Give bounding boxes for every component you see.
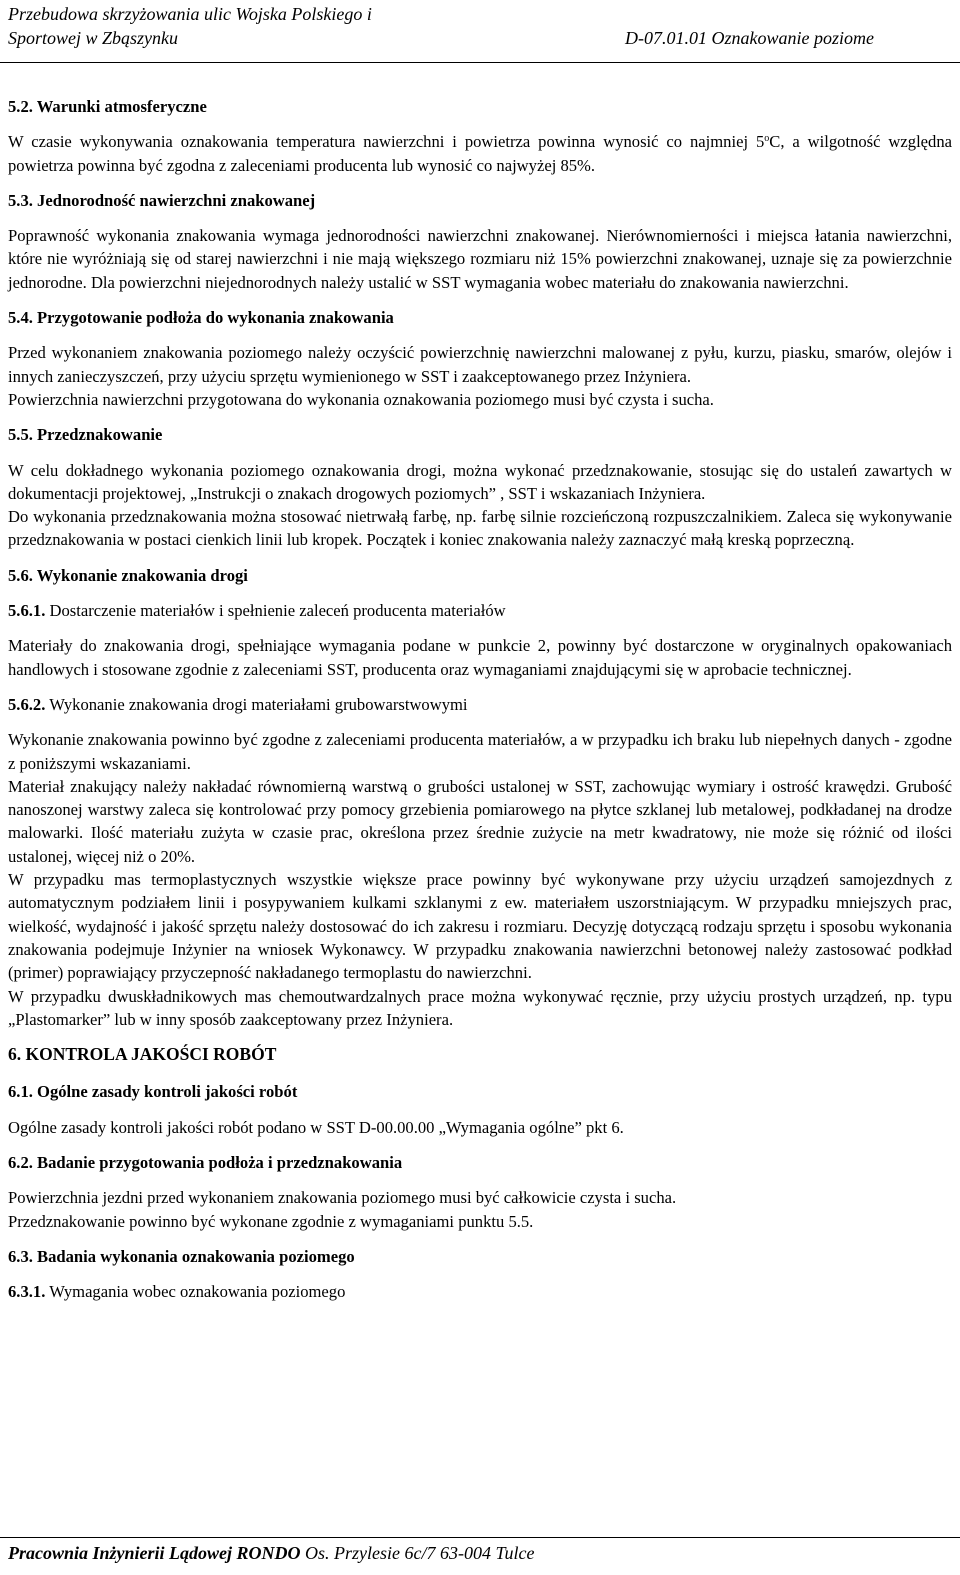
section-title: KONTROLA JAKOŚCI ROBÓT [25, 1044, 277, 1065]
document-title-line2: Sportowej w Zbąszynku [8, 28, 179, 48]
paragraph: W celu dokładnego wykonania poziomego oznakowania drogi, można wykonać przedznakowanie, stosując się do ustaleń zawartych w dokumentacji projektowej, „Instrukcji o znakach drogowych poziomych” , SST i wskazaniach Inżyniera. [8, 460, 952, 503]
document-body [8, 95, 952, 1303]
section-heading-5-6-1 [8, 599, 952, 622]
header-divider [0, 62, 960, 63]
paragraph: Materiały do znakowania drogi, spełniające wymagania podane w punkcie 2, powinny być dostarczone w oryginalnych opakowaniach handlowych i stosowane zgodnie z zaleceniami SST, producenta oraz wymaganiami znajdującymi się w aprobacie technicznej. [8, 636, 952, 679]
section-title: Przygotowanie podłoża do wykonania znakowania [37, 308, 394, 328]
section-title: Badania wykonania oznakowania poziomego [37, 1246, 355, 1266]
section-heading-5-6 [8, 564, 952, 587]
section-heading-6-1 [8, 1080, 952, 1103]
superscript: o [764, 133, 770, 145]
section-number: 5.6. [8, 565, 33, 585]
paragraph: Powierzchnia nawierzchni przygotowana do wykonania oznakowania poziomego musi być czysta i sucha. [8, 389, 714, 409]
footer-address: Os. Przylesie 6c/7 63-004 Tulce [305, 1543, 535, 1563]
section-heading-6-3 [8, 1245, 952, 1268]
paragraph: Materiał znakujący należy nakładać równomierną warstwą o grubości ustalonej w SST, zachowując wymiary i ostrość krawędzi. Grubość nanoszonej warstwy zaleca się kontrolować przy pomocy grzebienia pomiarowego na płytce szklanej lub metalowej, podkładanej na drodze malowarki. Ilość materiału zużyta w czasie prac, określona przez średnie zużycie na metr kwadratowy, nie może się różnić od ilości ustalonej, więcej niż o 20%. [8, 776, 952, 866]
section-number: 5.2. [8, 97, 33, 116]
section-number: 5.6.2. [8, 694, 46, 714]
section-number: 5.4. [8, 308, 33, 328]
section-number: 5.3. [8, 190, 33, 210]
paragraph: Poprawność wykonania znakowania wymaga jednorodności nawierzchni znakowanej. Nierównomierności i miejsca łatania nawierzchni, które nie wyróżniają się od starej nawierzchni i nie mają większego rozmiaru niż 15% powierzchni znakowanej, uznaje się za powierzchnie jednorodne. Dla powierzchni niejednorodnych należy ustalić w SST wymagania wobec materiału do znakowania nawierzchni. [8, 226, 952, 292]
paragraph: Przed wykonaniem znakowania poziomego należy oczyścić powierzchnię nawierzchni malowanej z pyłu, kurzu, piasku, smarów, olejów i innych zanieczyszczeń, przy użyciu sprzętu wymienionego w SST i zaakceptowanego przez Inżyniera. [8, 343, 952, 386]
paragraph: W przypadku mas termoplastycznych wszystkie większe prace powinny być wykonywane przy użyciu urządzeń samojezdnych z automatycznym podziałem linii i posypywaniem kulkami szklanymi z ew. materiałem uszorstniającym. W przypadku mniejszych prac, wielkość, wydajność i jakość sprzętu należy dostosować do ich zakresu i rozmiaru. Decyzję dotyczącą rodzaju sprzętu i sposobu wykonania znakowania podejmuje Inżynier na wniosek Wykonawcy. W przypadku znakowania nawierzchni betonowej należy zastosować podkład (primer) poprawiający przyczepność nakładanego termoplastu do nawierzchni. [8, 870, 952, 983]
section-number: 5.5. [8, 425, 33, 445]
paragraph [8, 130, 952, 177]
section-heading-5-6-2 [8, 693, 952, 716]
section-title: Wymagania wobec oznakowania poziomego [49, 1282, 346, 1302]
section-number: 6.1. [8, 1082, 33, 1102]
page-footer [8, 1543, 535, 1564]
document-title [8, 2, 372, 50]
section-number: 6. [8, 1044, 22, 1065]
section-title: Badanie przygotowania podłoża i przedznakowania [37, 1152, 403, 1172]
section-heading-5-2 [8, 95, 952, 118]
section-number: 6.3. [8, 1246, 33, 1266]
section-title: Ogólne zasady kontroli jakości robót [37, 1082, 298, 1102]
paragraph: Przedznakowanie powinno być wykonane zgodnie z wymaganiami punktu 5.5. [8, 1211, 534, 1231]
section-heading-6 [8, 1043, 952, 1066]
section-heading-6-3-1 [8, 1280, 952, 1303]
page-header [0, 0, 960, 66]
paragraph: Do wykonania przedznakowania można stosować nietrwałą farbę, np. farbę silnie rozcieńczoną rozpuszczalnikiem. Zaleca się wykonywanie przedznakowania w postaci cienkich linii lub kropek. Początek i koniec znakowania należy zaznaczyć małą kreską poprzeczną. [8, 507, 952, 550]
text-run: C, a wilgotność względna powietrza powinna być zgodna z zaleceniami producenta lub wynosić co najwyżej 85%. [8, 132, 952, 175]
section-title: Przedznakowanie [37, 425, 163, 445]
section-number: 6.2. [8, 1152, 33, 1172]
section-title: Wykonanie znakowania drogi [36, 565, 248, 585]
footer-divider [0, 1537, 960, 1538]
section-title: Wykonanie znakowania drogi materiałami grubowarstwowymi [49, 694, 468, 714]
section-heading-6-2 [8, 1151, 952, 1174]
text-run: W czasie wykonywania oznakowania temperatura nawierzchni i powietrza powinna wynosić co najmniej 5 [8, 132, 765, 152]
paragraph: Powierzchnia jezdni przed wykonaniem znakowania poziomego musi być całkowicie czysta i sucha. [8, 1188, 677, 1208]
section-number: 5.6.1. [8, 601, 46, 621]
footer-company: Pracownia Inżynierii Lądowej RONDO [8, 1543, 301, 1563]
section-title: Dostarczenie materiałów i spełnienie zaleceń producenta materiałów [49, 601, 506, 621]
section-heading-5-5 [8, 423, 952, 446]
document-code: D-07.01.01 Oznakowanie poziome [625, 28, 874, 48]
section-number: 6.3.1. [8, 1282, 46, 1302]
paragraph: Wykonanie znakowania powinno być zgodne z zaleceniami producenta materiałów, a w przypadku ich braku lub niepełnych danych - zgodne z poniższymi wskazaniami. [8, 730, 952, 773]
section-title: Jednorodność nawierzchni znakowanej [37, 190, 316, 210]
paragraph: Ogólne zasady kontroli jakości robót podano w SST D-00.00.00 „Wymagania ogólne” pkt 6. [8, 1117, 624, 1137]
document-title-line1: Przebudowa skrzyżowania ulic Wojska Polskiego i [8, 4, 372, 24]
section-heading-5-3 [8, 189, 952, 212]
section-title: Warunki atmosferyczne [36, 97, 207, 116]
paragraph: W przypadku dwuskładnikowych mas chemoutwardzalnych prace można wykonywać ręcznie, przy użyciu prostych urządzeń, np. typu „Plastomarker” lub w inny sposób zaakceptowany przez Inżyniera. [8, 986, 952, 1029]
section-heading-5-4 [8, 306, 952, 329]
